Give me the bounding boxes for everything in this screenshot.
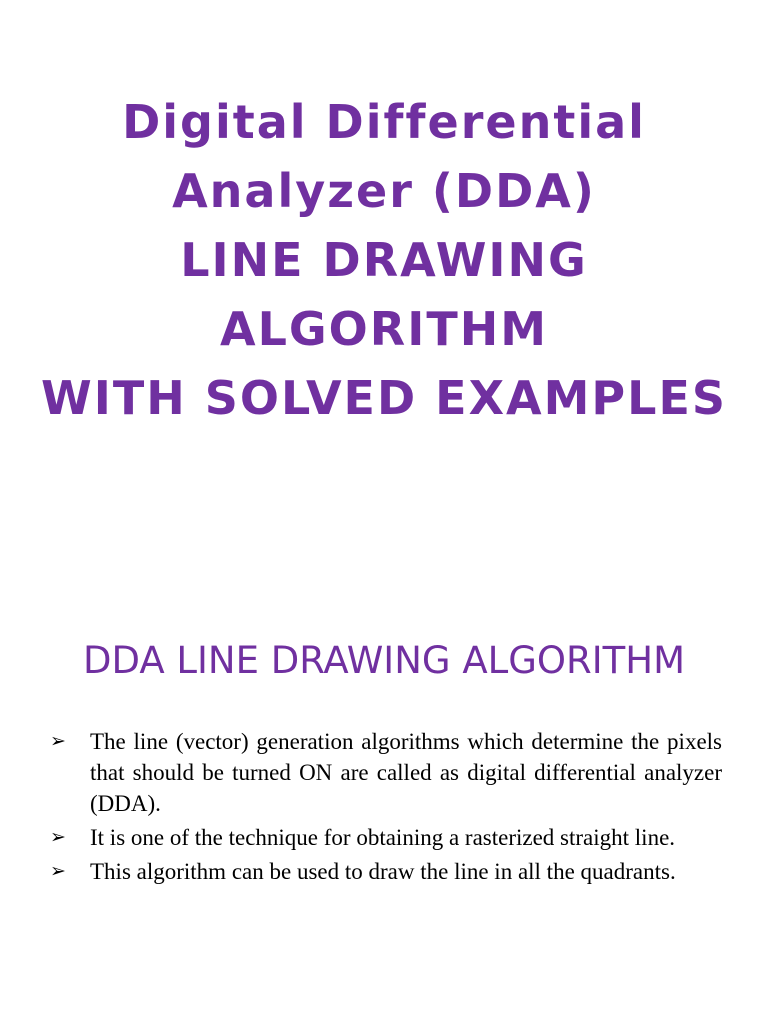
list-item [46,726,722,819]
right-arrow-bullet-icon: ➢ [50,860,66,882]
bullet-text: This algorithm can be used to draw the line in all the quadrants. [90,859,676,884]
title-line: LINE DRAWING [180,233,588,287]
title-line: ALGORITHM [220,302,548,356]
title-line: Analyzer (DDA) [172,164,596,218]
list-item [46,856,722,887]
bullet-text: The line (vector) generation algorithms which determine the pixels that should be turned ON are called as digital differential analyzer (DDA). [90,729,722,816]
list-item [46,822,722,853]
section-heading: DDA LINE DRAWING ALGORITHM [82,639,686,682]
content-slide [0,560,768,1024]
bullet-text: It is one of the technique for obtaining a rasterized straight line. [90,825,676,850]
bullet-list [46,726,722,890]
main-title [20,88,748,433]
right-arrow-bullet-icon: ➢ [50,826,66,848]
title-line: WITH SOLVED EXAMPLES [40,371,728,425]
right-arrow-bullet-icon: ➢ [50,730,66,752]
title-line: Digital Differential [122,95,646,149]
